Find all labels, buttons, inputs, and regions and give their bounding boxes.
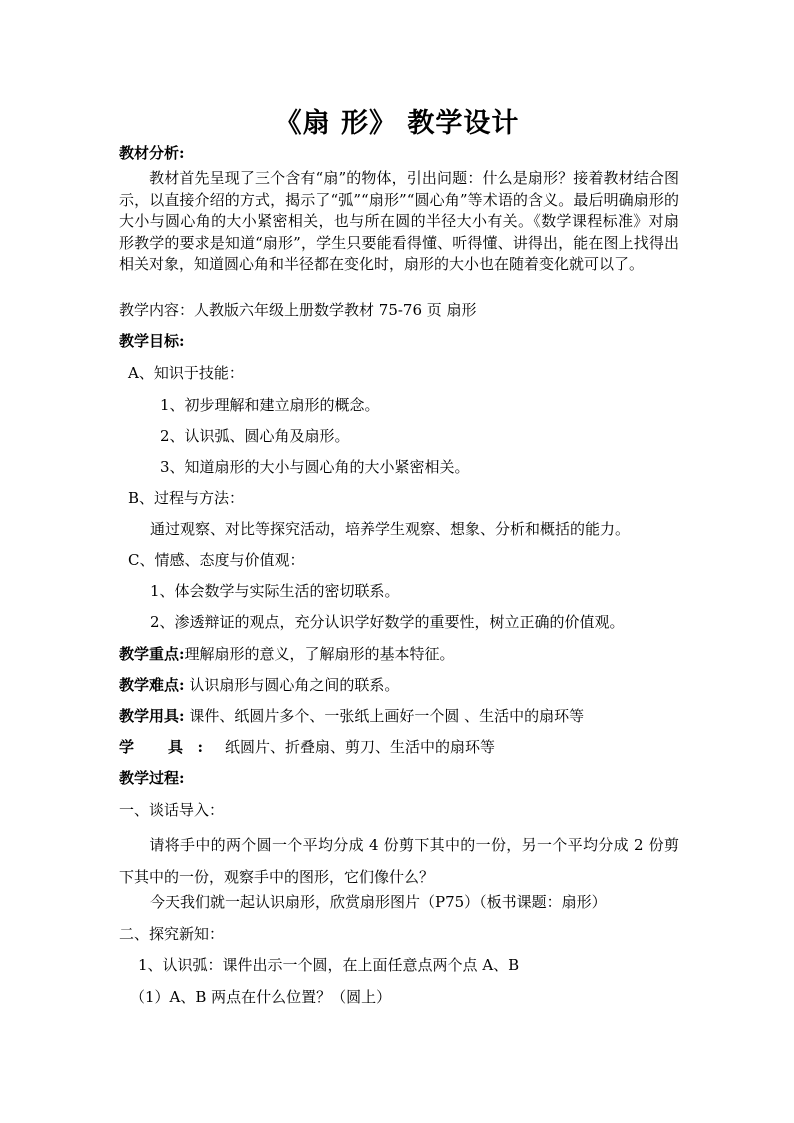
difficulty-text: 认识扇形与圆心角之间的联系。 [184,676,400,694]
difficulty-label: 教学难点: [119,676,185,694]
analysis-paragraph [119,168,679,276]
step2-item1: 1、认识弧：课件出示一个圆，在上面任意点两个点 A、B [138,956,520,974]
goal-b1: 通过观察、对比等探究活动，培养学生观察、想象、分析和概括的能力。 [150,520,631,538]
step1-paragraph [119,829,679,893]
step2-item1a: （1）A、B 两点在什么位置？（圆上） [130,988,392,1006]
student-label: 学 具: [119,738,203,756]
key-label: 教学重点: [119,645,185,663]
goal-c2: 2、渗透辩证的观点，充分认识学好数学的重要性，树立正确的价值观。 [150,613,625,631]
step1-text2: 今天我们就一起认识扇形，欣赏扇形图片（P75）（板书课题：扇形） [150,893,607,911]
goal-a3: 3、知道扇形的大小与圆心角的大小紧密相关。 [160,458,470,476]
step1-heading: 一、谈话导入： [119,801,225,819]
content-line: 教学内容：人教版六年级上册数学教材 75-76 页 扇形 [119,301,477,319]
tools-line [119,706,584,726]
step1-text: 请将手中的两个圆一个平均分成 4 份剪下其中的一份，另一个平均分成 2 份剪下其中的一份，观察手中的图形，它们像什么？ [119,836,679,886]
goal-c1: 1、体会数学与实际生活的密切联系。 [150,582,400,600]
goal-a2: 2、认识弧、圆心角及扇形。 [160,427,350,445]
document-title: 《扇 形》 教学设计 [274,108,520,139]
difficulty-point [119,675,399,695]
goal-b: B、过程与方法： [128,489,245,507]
process-heading: 教学过程: [119,769,185,787]
goals-heading: 教学目标: [119,332,185,350]
goal-a1: 1、初步理解和建立扇形的概念。 [160,396,380,414]
student-text: 纸圆片、折叠扇、剪刀、生活中的扇环等 [225,738,496,756]
goal-a: A、知识于技能： [128,364,244,382]
step2-heading: 二、探究新知： [119,925,225,943]
student-tools-line [119,737,495,757]
key-point [119,644,455,664]
tools-text: 课件、纸圆片多个、一张纸上画好一个圆 、生活中的扇环等 [184,707,585,725]
tools-label: 教学用具: [119,707,185,725]
analysis-heading: 教材分析: [119,144,185,162]
analysis-text: 教材首先呈现了三个含有“扇”的物体，引出问题：什么是扇形？接着教材结合图示，以直接介绍的方式，揭示了“弧”“扇形”“圆心角”等术语的含义。最后明确扇形的大小与圆心角的大小紧密相关，也与所在圆的半径大小有关。《数学课程标准》对扇形教学的要求是知道“扇形”，学生只要能看得懂、听得懂、讲得出，能在图上找得出相关对象，知道圆心角和半径都在变化时，扇形的大小也在随着变化就可以了。 [119,169,679,274]
key-text: 理解扇形的意义，了解扇形的基本特征。 [184,645,455,663]
goal-c: C、情感、态度与价值观： [128,551,305,569]
